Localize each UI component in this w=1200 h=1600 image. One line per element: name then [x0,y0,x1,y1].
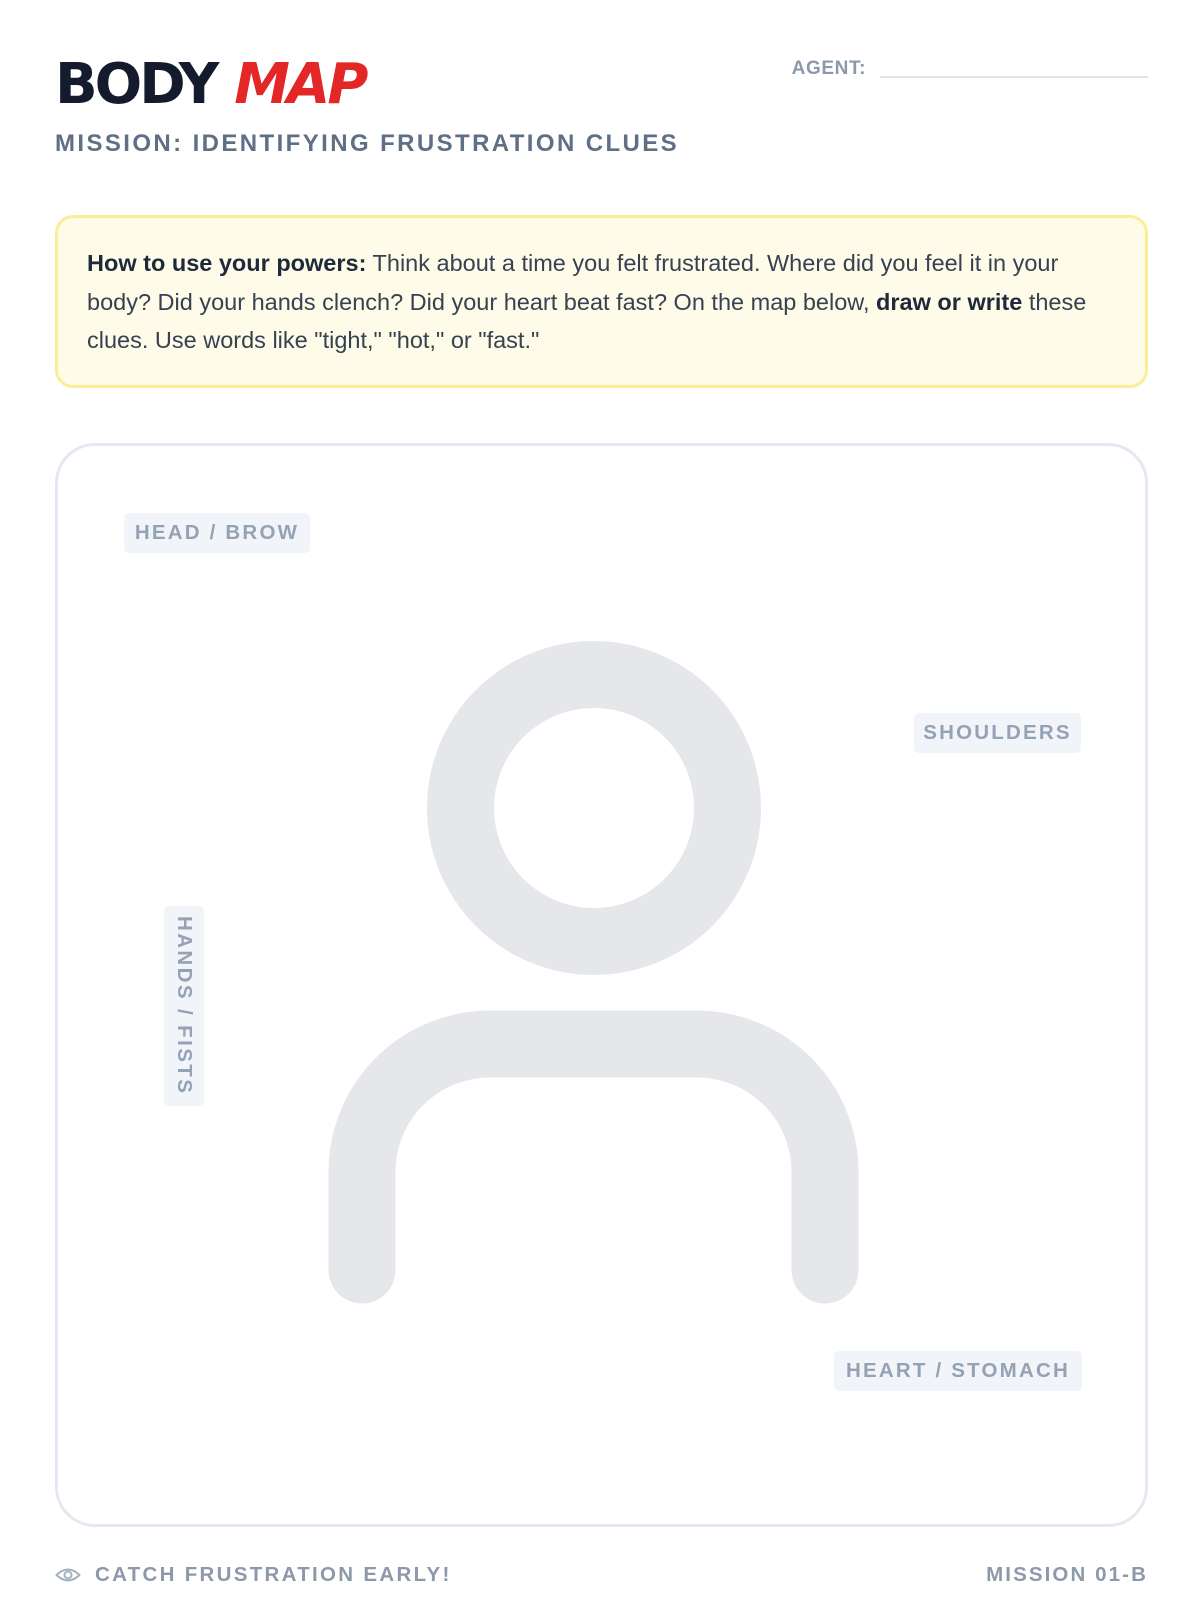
instructions-lead: How to use your powers: [87,250,367,276]
instructions-box [55,215,1148,388]
worksheet-page [55,0,1148,1600]
instructions-text-2: these clues. Use words like "tight," "hot," or "fast." [87,288,1087,353]
agent-label: AGENT: [791,58,866,79]
title-body: BODY [55,52,217,117]
eye-icon [55,1566,81,1584]
mission-code: MISSION 01-B [986,1563,1148,1586]
footer-tip [55,1563,452,1587]
body-map-area[interactable] [55,443,1148,1527]
footer-tip-text: CATCH FRUSTRATION EARLY! [95,1563,452,1586]
label-heart-stomach: HEART / STOMACH [834,1351,1082,1391]
header [55,52,1148,162]
footer [55,1563,1148,1597]
title-map: MAP [234,52,366,117]
agent-field [792,58,1148,80]
agent-name-line[interactable] [880,76,1148,78]
instructions-emphasis: draw or write [876,288,1023,315]
silhouette-shoulders [362,1044,825,1270]
label-hands-fists: HANDS / FISTS [164,906,204,1106]
label-shoulders: SHOULDERS [914,713,1081,753]
silhouette-head [461,675,728,942]
mission-subtitle: MISSION: IDENTIFYING FRUSTRATION CLUES [55,130,680,157]
label-head-brow: HEAD / BROW [124,513,310,553]
instructions-text-1: Think about a time you felt frustrated. Where did you feel it in your body? Did your hands clench? Did your heart beat fast? On the map below, [87,250,1059,315]
page-title [55,52,365,118]
